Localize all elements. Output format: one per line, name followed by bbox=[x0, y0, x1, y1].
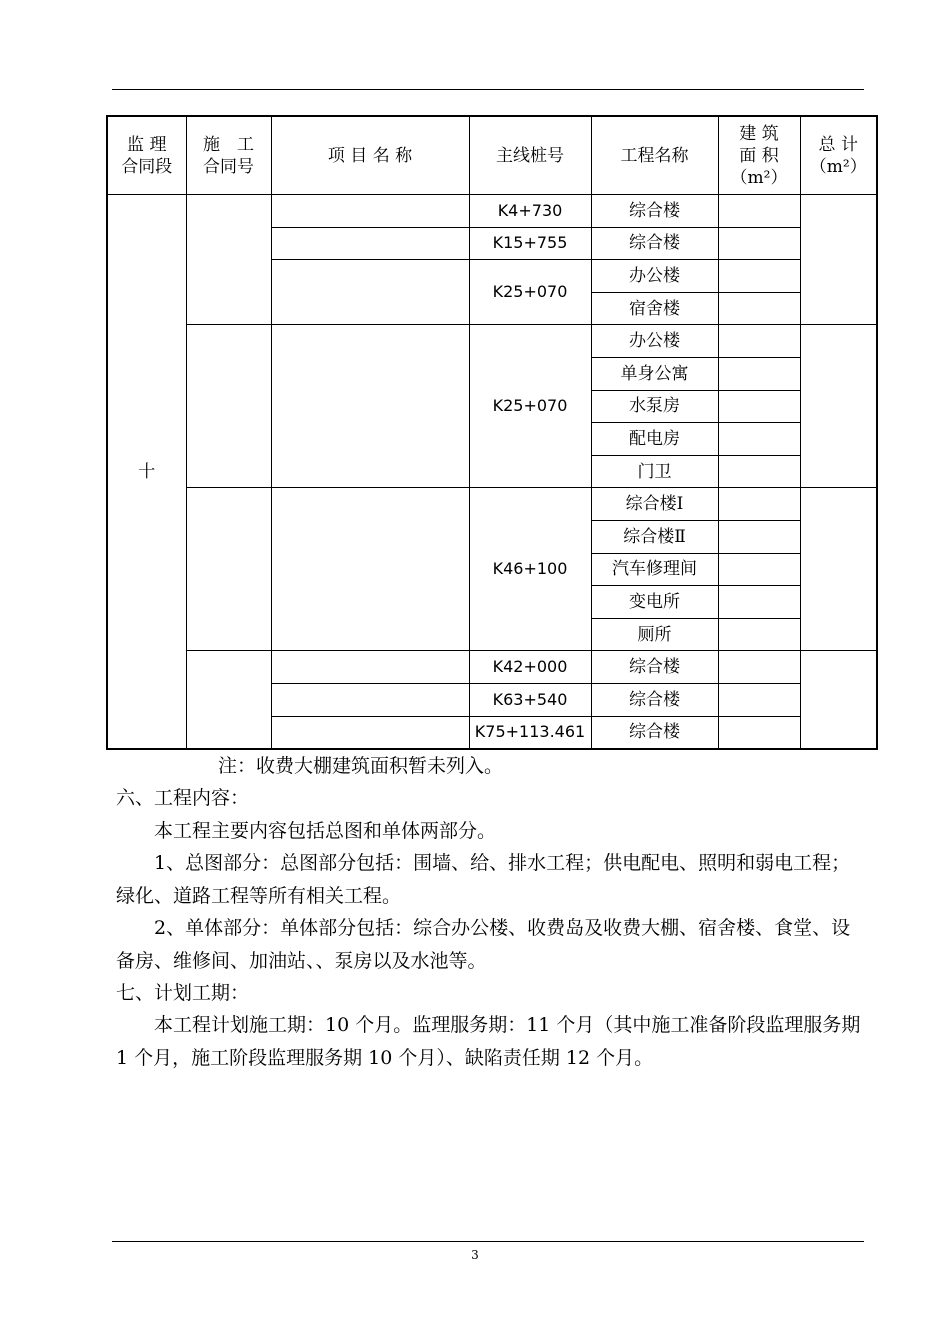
header-rule bbox=[112, 89, 864, 90]
area-cell bbox=[718, 260, 800, 293]
stake-cell: K63+540 bbox=[469, 683, 591, 716]
header-building-area bbox=[718, 116, 800, 195]
area-cell bbox=[718, 195, 800, 228]
section6-title: 六、工程内容： bbox=[116, 787, 250, 809]
project-name-cell bbox=[271, 651, 469, 684]
work-name-cell: 门卫 bbox=[591, 455, 718, 488]
header-line: 总 计 bbox=[818, 134, 858, 155]
area-cell bbox=[718, 586, 800, 619]
work-name-cell: 综合楼 bbox=[591, 651, 718, 684]
stake-cell: K25+070 bbox=[469, 260, 591, 325]
area-cell bbox=[718, 357, 800, 390]
area-cell bbox=[718, 716, 800, 749]
section7-body: 本工程计划施工期：10 个月。监理服务期：11 个月（其中施工准备阶段监理服务期 1 个月，施工阶段监理服务期 10 个月）、缺陷责任期 12 个月。 bbox=[116, 1014, 861, 1069]
stake-cell: K25+070 bbox=[469, 325, 591, 488]
section6-intro: 本工程主要内容包括总图和单体两部分。 bbox=[154, 820, 497, 842]
area-cell bbox=[718, 683, 800, 716]
total-cell bbox=[800, 488, 877, 651]
header-line: 合同号 bbox=[203, 156, 254, 177]
work-name-cell: 配电房 bbox=[591, 423, 718, 456]
area-cell bbox=[718, 390, 800, 423]
work-name-cell: 水泵房 bbox=[591, 390, 718, 423]
header-project-name: 项 目 名 称 bbox=[271, 116, 469, 195]
header-work-name: 工程名称 bbox=[591, 116, 718, 195]
stake-cell: K42+000 bbox=[469, 651, 591, 684]
contract-cell bbox=[186, 488, 271, 651]
header-line: 面 积 bbox=[739, 145, 779, 166]
table-row bbox=[107, 195, 877, 228]
page-number: 3 bbox=[471, 1248, 479, 1262]
work-name-cell: 综合楼Ⅱ bbox=[591, 520, 718, 553]
total-cell bbox=[800, 325, 877, 488]
project-name-cell bbox=[271, 195, 469, 228]
section7-title: 七、计划工期： bbox=[116, 982, 250, 1004]
header-line: 监 理 bbox=[127, 134, 167, 155]
area-cell bbox=[718, 651, 800, 684]
footer-rule bbox=[112, 1241, 864, 1242]
table-header-row bbox=[107, 116, 877, 195]
area-cell bbox=[718, 553, 800, 586]
work-name-cell: 办公楼 bbox=[591, 325, 718, 358]
area-cell bbox=[718, 227, 800, 260]
work-name-cell: 办公楼 bbox=[591, 260, 718, 293]
header-stake: 主线桩号 bbox=[469, 116, 591, 195]
work-name-cell: 综合楼 bbox=[591, 195, 718, 228]
work-name-cell: 综合楼Ⅰ bbox=[591, 488, 718, 521]
header-supervision-section bbox=[107, 116, 186, 195]
work-name-cell: 综合楼 bbox=[591, 683, 718, 716]
area-cell bbox=[718, 325, 800, 358]
header-construction-contract bbox=[186, 116, 271, 195]
total-cell bbox=[800, 651, 877, 749]
header-line: （m²） bbox=[809, 156, 867, 177]
section6-item2: 2、单体部分：单体部分包括：综合办公楼、收费岛及收费大棚、宿舍楼、食堂、设备房、维修间、加油站、、泵房以及水池等。 bbox=[116, 917, 851, 972]
header-line: 建 筑 bbox=[739, 123, 779, 144]
work-name-cell: 综合楼 bbox=[591, 716, 718, 749]
section6-item1: 1、总图部分：总图部分包括：围墙、给、排水工程；供电配电、照明和弱电工程；绿化、道路工程等所有相关工程。 bbox=[116, 852, 851, 907]
header-line: 合同段 bbox=[121, 156, 173, 177]
building-area-table bbox=[106, 115, 878, 750]
total-cell bbox=[800, 195, 877, 325]
project-name-cell bbox=[271, 683, 469, 716]
project-name-cell bbox=[271, 260, 469, 325]
contract-cell bbox=[186, 325, 271, 488]
table-note: 注：收费大棚建筑面积暂未列入。 bbox=[218, 755, 504, 777]
project-name-cell bbox=[271, 716, 469, 749]
project-name-cell bbox=[271, 488, 469, 651]
table-row bbox=[107, 651, 877, 684]
area-cell bbox=[718, 618, 800, 651]
header-total bbox=[800, 116, 877, 195]
work-name-cell: 汽车修理间 bbox=[591, 553, 718, 586]
header-line: （m²） bbox=[730, 167, 788, 188]
table-row bbox=[107, 488, 877, 521]
work-name-cell: 厕所 bbox=[591, 618, 718, 651]
header-line: 施 工 bbox=[203, 134, 254, 155]
work-name-cell: 综合楼 bbox=[591, 227, 718, 260]
area-cell bbox=[718, 520, 800, 553]
stake-cell: K75+113.461 bbox=[469, 716, 591, 749]
work-name-cell: 宿舍楼 bbox=[591, 292, 718, 325]
area-cell bbox=[718, 423, 800, 456]
area-cell bbox=[718, 292, 800, 325]
area-cell bbox=[718, 488, 800, 521]
table-row bbox=[107, 325, 877, 358]
stake-cell: K46+100 bbox=[469, 488, 591, 651]
area-cell bbox=[718, 455, 800, 488]
contract-cell bbox=[186, 651, 271, 749]
stake-cell: K15+755 bbox=[469, 227, 591, 260]
work-name-cell: 单身公寓 bbox=[591, 357, 718, 390]
stake-cell: K4+730 bbox=[469, 195, 591, 228]
project-name-cell bbox=[271, 325, 469, 488]
project-name-cell bbox=[271, 227, 469, 260]
work-name-cell: 变电所 bbox=[591, 586, 718, 619]
contract-cell bbox=[186, 195, 271, 325]
supervision-section-cell: 十 bbox=[107, 195, 186, 750]
